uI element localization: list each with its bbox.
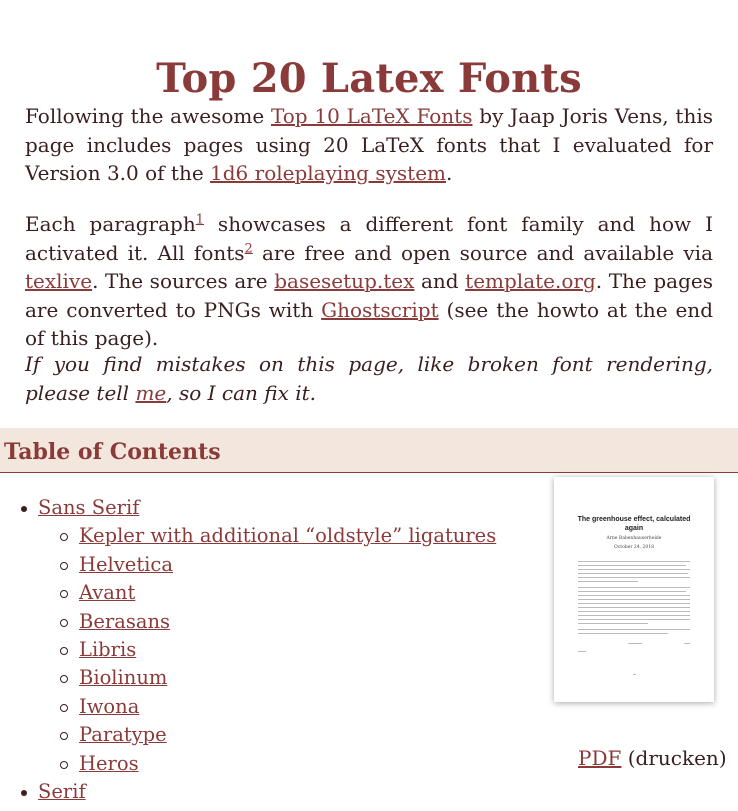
toc-item-sans-serif	[0, 494, 496, 522]
toc-subitem	[0, 693, 496, 721]
thumbnail-text-line	[578, 581, 638, 582]
pdf-link[interactable]: PDF	[578, 746, 622, 770]
toc-subitem	[0, 750, 496, 778]
bullet-icon	[21, 506, 27, 512]
contact-me-link[interactable]: me	[135, 380, 167, 405]
ghostscript-link[interactable]: Ghostscript	[321, 297, 439, 322]
circle-bullet-icon	[60, 562, 68, 570]
thumbnail-title: The greenhouse effect, calculated again	[577, 516, 691, 532]
thumbnail-text-line	[578, 577, 690, 578]
toc-heading: Table of Contents	[4, 439, 221, 465]
thumbnail-text-line	[578, 603, 690, 604]
thumbnail-text-line	[578, 565, 686, 566]
toc-header	[0, 428, 738, 473]
thumbnail-text-line	[578, 595, 690, 596]
toc-link-heros[interactable]: Heros	[79, 751, 139, 775]
toc-item-serif	[0, 778, 496, 806]
thumbnail-text-line	[578, 569, 690, 570]
toc-subitem	[0, 664, 496, 692]
thumbnail-text-line	[578, 561, 690, 562]
footnote-2-link[interactable]: 2	[244, 240, 253, 256]
toc-link-sans-serif[interactable]: Sans Serif	[38, 496, 140, 519]
thumbnail-date: October 24, 2018	[614, 545, 654, 550]
toc-subitem	[0, 522, 496, 550]
toc-link-serif[interactable]: Serif	[38, 780, 86, 804]
toc-link-iwona[interactable]: Iwona	[79, 694, 140, 718]
pdf-preview-thumbnail[interactable]	[554, 477, 714, 702]
toc-link-kepler[interactable]: Kepler with additional “oldstyle” ligatures	[79, 524, 497, 548]
thumbnail-text-line	[578, 619, 690, 620]
intro-paragraph: Following the awesome Top 10 LaTeX Fonts by Jaap Joris Vens, this page includes pages using 20 LaTeX fonts that I evaluated for Version 3.0 of the 1d6 roleplaying system.	[25, 104, 714, 185]
table-of-contents	[0, 494, 496, 806]
circle-bullet-icon	[60, 533, 68, 541]
toc-link-avant[interactable]: Avant	[79, 581, 136, 605]
thumbnail-text-line	[578, 599, 690, 600]
page-title: Top 20 Latex Fonts	[156, 54, 582, 102]
toc-subitem	[0, 636, 496, 664]
basesetup-link[interactable]: basesetup.tex	[274, 269, 415, 293]
texlive-link[interactable]: texlive	[25, 269, 93, 293]
circle-bullet-icon	[60, 704, 68, 712]
thumbnail-text-line	[578, 607, 690, 608]
1d6-link[interactable]: 1d6 roleplaying system	[210, 161, 446, 185]
toc-subitem	[0, 721, 496, 749]
thumbnail-text-line	[578, 623, 648, 624]
thumbnail-text-line	[578, 573, 688, 574]
circle-bullet-icon	[60, 675, 68, 683]
thumbnail-text-line	[578, 651, 586, 652]
thumbnail-author: Arne Babenhauserheide	[606, 536, 662, 541]
toc-link-paratype[interactable]: Paratype	[79, 723, 167, 747]
thumbnail-text-line	[578, 591, 686, 592]
footnote-1-link[interactable]: 1	[195, 212, 204, 228]
pdf-download: PDF (drucken)	[578, 746, 727, 770]
feedback-paragraph: If you find mistakes on this page, like broken font rendering, please tell me, so I can fix it.	[25, 352, 713, 405]
circle-bullet-icon	[60, 761, 68, 769]
circle-bullet-icon	[60, 732, 68, 740]
toc-subitem	[0, 551, 496, 579]
thumbnail-text-line	[578, 611, 690, 612]
thumbnail-page-number	[633, 674, 636, 675]
thumbnail-text-line	[578, 629, 690, 630]
bullet-icon	[21, 790, 27, 796]
toc-link-helvetica[interactable]: Helvetica	[79, 552, 173, 576]
thumbnail-text-line	[578, 633, 668, 634]
circle-bullet-icon	[60, 647, 68, 655]
top10-fonts-link[interactable]: Top 10 LaTeX Fonts	[270, 104, 473, 128]
toc-link-berasans[interactable]: Berasans	[79, 609, 171, 633]
thumbnail-text-line	[578, 615, 690, 616]
circle-bullet-icon	[60, 590, 68, 598]
toc-subitem	[0, 608, 496, 636]
template-link[interactable]: template.org	[465, 269, 596, 293]
circle-bullet-icon	[60, 619, 68, 627]
thumbnail-equation-number	[684, 643, 690, 644]
thumbnail-text-line	[578, 587, 690, 588]
toc-link-libris[interactable]: Libris	[79, 638, 137, 662]
toc-subitem	[0, 579, 496, 607]
thumbnail-equation	[628, 643, 642, 644]
toc-link-biolinum[interactable]: Biolinum	[79, 666, 168, 690]
description-paragraph: Each paragraph$^1$ showcases a different font family and how I activated it. All fonts$^2$ are free and open source and available via texlive. The sources are basesetup.tex and template.org. The pages are converted to PNGs with Ghostscript (see the howto at the end of this page).	[25, 212, 714, 350]
